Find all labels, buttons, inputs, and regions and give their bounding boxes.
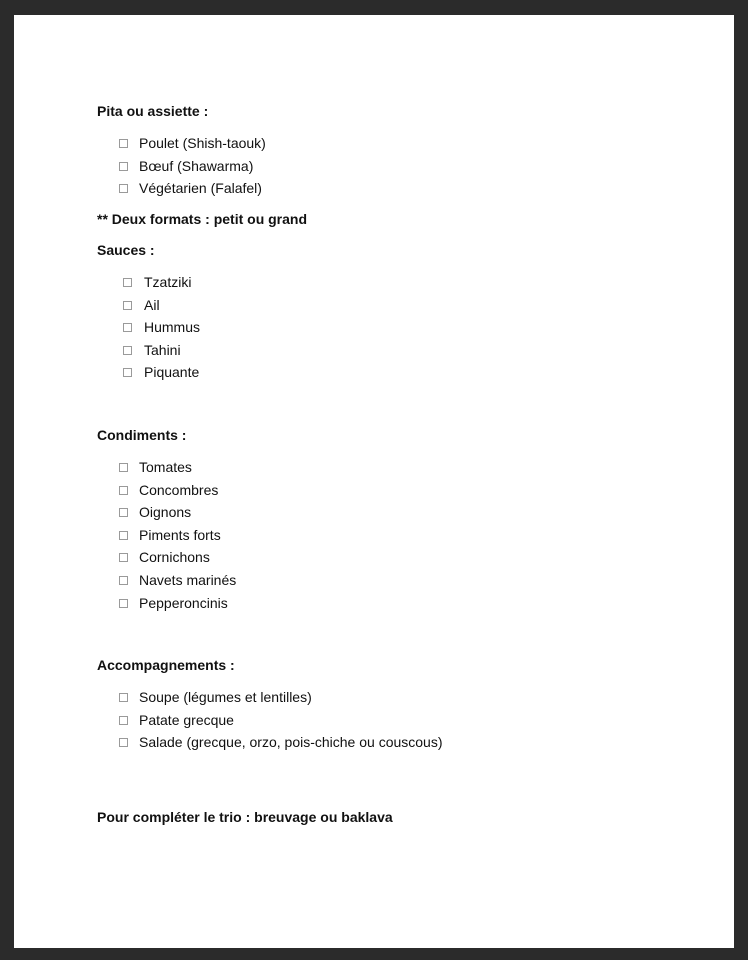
list-item (119, 481, 218, 499)
list-item (123, 318, 200, 336)
item-label: Piments forts (139, 527, 221, 543)
checkbox-icon[interactable] (119, 463, 128, 472)
checkbox-icon[interactable] (119, 139, 128, 148)
list-item (119, 179, 262, 197)
item-label: Piquante (144, 364, 200, 380)
item-label: Patate grecque (139, 712, 234, 728)
list-item (119, 458, 192, 476)
list-item (119, 733, 443, 751)
list-item (119, 711, 234, 729)
item-label: Tahini (144, 342, 181, 358)
document-page (14, 15, 734, 948)
list-item (119, 548, 210, 566)
checkbox-icon[interactable] (119, 738, 128, 747)
list-item (119, 503, 191, 521)
checkbox-icon[interactable] (119, 553, 128, 562)
list-item (123, 273, 191, 291)
item-label: Concombres (139, 482, 219, 498)
checkbox-icon[interactable] (123, 368, 132, 377)
checkbox-icon[interactable] (119, 693, 128, 702)
checkbox-icon[interactable] (123, 346, 132, 355)
item-label: Hummus (144, 319, 201, 335)
checkbox-icon[interactable] (119, 599, 128, 608)
list-item (119, 688, 312, 706)
item-label: Bœuf (Shawarma) (139, 158, 254, 174)
item-label: Oignons (139, 504, 192, 520)
formats-note: ** Deux formats : petit ou grand (97, 211, 308, 227)
checkbox-icon[interactable] (119, 162, 128, 171)
item-label: Tzatziki (144, 274, 192, 290)
checkbox-icon[interactable] (119, 184, 128, 193)
list-item (119, 594, 228, 612)
item-label: Soupe (légumes et lentilles) (139, 689, 312, 705)
item-label: Ail (144, 297, 160, 313)
checkbox-icon[interactable] (123, 278, 132, 287)
item-label: Pepperoncinis (139, 595, 228, 611)
list-item (119, 157, 253, 175)
list-item (119, 134, 266, 152)
checkbox-icon[interactable] (119, 508, 128, 517)
item-label: Salade (grecque, orzo, pois-chiche ou couscous) (139, 734, 443, 750)
checkbox-icon[interactable] (119, 486, 128, 495)
checkbox-icon[interactable] (123, 323, 132, 332)
item-label: Navets marinés (139, 572, 237, 588)
checkbox-icon[interactable] (119, 531, 128, 540)
trio-footer: Pour compléter le trio : breuvage ou baklava (97, 809, 393, 825)
list-item (123, 341, 181, 359)
section-heading-pita: Pita ou assiette : (97, 103, 209, 119)
item-label: Tomates (139, 459, 192, 475)
checkbox-icon[interactable] (123, 301, 132, 310)
section-heading-sauces: Sauces : (97, 242, 155, 258)
item-label: Végétarien (Falafel) (139, 180, 262, 196)
list-item (123, 363, 199, 381)
checkbox-icon[interactable] (119, 716, 128, 725)
item-label: Poulet (Shish-taouk) (139, 135, 266, 151)
list-item (119, 571, 236, 589)
list-item (119, 526, 221, 544)
section-heading-condiments: Condiments : (97, 427, 187, 443)
list-item (123, 296, 160, 314)
checkbox-icon[interactable] (119, 576, 128, 585)
section-heading-accompagnements: Accompagnements : (97, 657, 235, 673)
item-label: Cornichons (139, 549, 210, 565)
